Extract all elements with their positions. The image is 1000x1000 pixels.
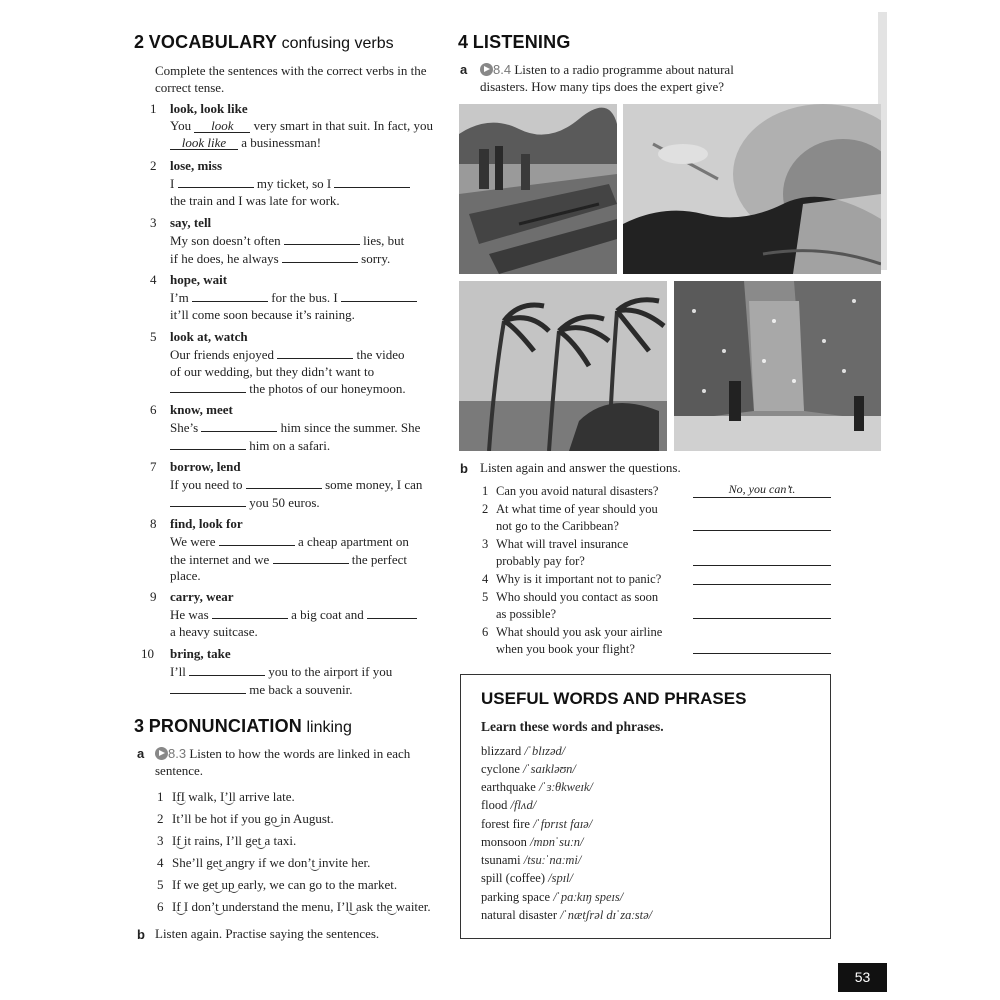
pron-sentence: 4 She’ll get angry if we don’t invite her. (157, 855, 371, 870)
vocab-item: 1 look, look like You look very smart in that suit. In fact, you look like a businessman! (150, 101, 434, 150)
listening-question: 6 What should you ask your airline when you book your flight? (482, 625, 663, 656)
useful-words-instruction: Learn these words and phrases. (481, 719, 664, 734)
listening-question: 3 What will travel insurance probably pay for? (482, 537, 629, 568)
answer-blank[interactable] (693, 516, 831, 531)
answer-blank[interactable] (334, 175, 410, 188)
vocab-item: 8 find, look for We were a cheap apartment on the internet and we the perfect place. (150, 516, 409, 583)
vocabulary-instruction: Complete the sentences with the correct verbs in the correct tense. (155, 63, 427, 95)
answer-filled: No, you can’t. (693, 483, 831, 498)
answer-blank[interactable] (178, 175, 254, 188)
vocab-word: monsoon /mɒnˈsuːn/ (481, 835, 584, 849)
earthquake-photo (459, 104, 617, 274)
pron-sentence: 5 If we get up early, we can go to the market. (157, 877, 398, 892)
listening-heading: 4 LISTENING (458, 32, 571, 52)
vocab-word: parking space /ˈpɑːkɪŋ speɪs/ (481, 890, 624, 904)
useful-words-box (460, 674, 831, 939)
answer-blank[interactable] (170, 437, 246, 450)
answer-blank[interactable] (693, 604, 831, 619)
answer-filled: look (194, 119, 250, 133)
answer-blank[interactable] (170, 494, 246, 507)
vocab-item: 4 hope, wait I’m for the bus. I it’ll come soon because it’s raining. (150, 271, 440, 323)
pron-sentence: 3 If it rains, I’ll get a taxi. (157, 833, 297, 848)
vocab-item: 7 borrow, lend If you need to some money, I can you 50 euros. (150, 459, 423, 510)
answer-blank[interactable] (192, 289, 268, 302)
vocab-item: 3 say, tell My son doesn’t often lies, but if he does, he always sorry. (150, 215, 405, 266)
answer-blank[interactable] (170, 681, 246, 694)
vocab-word: forest fire /ˈfɒrɪst faɪə/ (481, 817, 593, 831)
vocab-word: earthquake /ˈɜːθkweɪk/ (481, 780, 593, 794)
pronunciation-heading: 3 PRONUNCIATION linking (134, 716, 352, 736)
vocabulary-heading (134, 32, 394, 53)
answer-filled: look like (170, 136, 238, 150)
vocab-item: 10 bring, take I’ll you to the airport if you me back a souvenir. (141, 646, 393, 697)
vocab-word: flood /flʌd/ (481, 798, 537, 812)
forest-fire-photo (623, 104, 881, 274)
page-number: 53 (838, 963, 887, 992)
vocab-word: tsunami /tsuːˈnɑːmi/ (481, 853, 582, 867)
answer-blank[interactable] (277, 346, 353, 359)
section-title: VOCABULARY (148, 32, 278, 52)
vocab-word: blizzard /ˈblɪzəd/ (481, 744, 566, 758)
exercise-letter: a (137, 746, 145, 761)
exercise-letter: b (460, 461, 468, 476)
audio-icon[interactable] (155, 747, 168, 760)
answer-blank[interactable] (189, 663, 265, 676)
listening-instruction: 8.4 Listen to a radio programme about natural disasters. How many tips does the expert give? (480, 62, 734, 94)
vocab-item: 6 know, meet She’s him since the summer. She him on a safari. (150, 402, 421, 453)
answer-blank[interactable] (246, 476, 322, 489)
answer-blank[interactable] (693, 570, 831, 585)
answer-blank[interactable] (273, 551, 349, 564)
section-number: 2 (134, 32, 145, 52)
cyclone-photo (459, 281, 667, 451)
vocab-word: spill (coffee) /spɪl/ (481, 871, 573, 885)
exercise-letter: a (460, 62, 468, 77)
answer-blank[interactable] (341, 289, 417, 302)
listening-question: 5 Who should you contact as soon as possible? (482, 590, 659, 621)
pronunciation-instruction: 8.3 Listen to how the words are linked in each sentence. (155, 746, 411, 778)
answer-blank[interactable] (282, 250, 358, 263)
answer-blank[interactable] (201, 419, 277, 432)
audio-icon[interactable] (480, 63, 493, 76)
vocab-item: 5 look at, watch Our friends enjoyed the video of our wedding, but they didn’t want to the photos of our honeymoon. (150, 329, 406, 396)
answer-blank[interactable] (219, 533, 295, 546)
answer-blank[interactable] (170, 380, 246, 393)
answer-blank[interactable] (367, 606, 417, 619)
blizzard-photo (674, 281, 881, 451)
vocab-item: 9 carry, wear He was a big coat and a heavy suitcase. (150, 588, 440, 640)
vocab-word: cyclone /ˈsaɪkləʊn/ (481, 762, 576, 776)
section-subtitle: confusing verbs (281, 35, 394, 52)
answer-blank[interactable] (284, 232, 360, 245)
useful-words-title: USEFUL WORDS AND PHRASES (481, 689, 747, 708)
exercise-letter: b (137, 927, 145, 942)
pron-sentence: 2 It’ll be hot if you go in August. (157, 811, 334, 826)
answer-blank[interactable] (212, 606, 288, 619)
listening-question: 4 Why is it important not to panic? (482, 572, 662, 586)
answer-blank[interactable] (693, 551, 831, 566)
vocab-word: natural disaster /ˈnætʃrəl dɪˈzɑːstə/ (481, 908, 653, 922)
pron-sentence: 6 If I don’t understand the menu, I’ll ask the waiter. (157, 899, 431, 914)
pronunciation-b-instruction: Listen again. Practise saying the sentences. (155, 926, 380, 941)
vocab-item: 2 lose, miss I my ticket, so I the train and I was late for work. (150, 157, 440, 209)
listening-question: 2 At what time of year should you not go to the Caribbean? (482, 502, 658, 533)
listening-question: 1 Can you avoid natural disasters? (482, 484, 659, 498)
answer-blank[interactable] (693, 639, 831, 654)
pron-sentence: 1 IfI walk, I’ll arrive late. (157, 789, 295, 804)
listening-b-instruction: Listen again and answer the questions. (480, 460, 681, 475)
